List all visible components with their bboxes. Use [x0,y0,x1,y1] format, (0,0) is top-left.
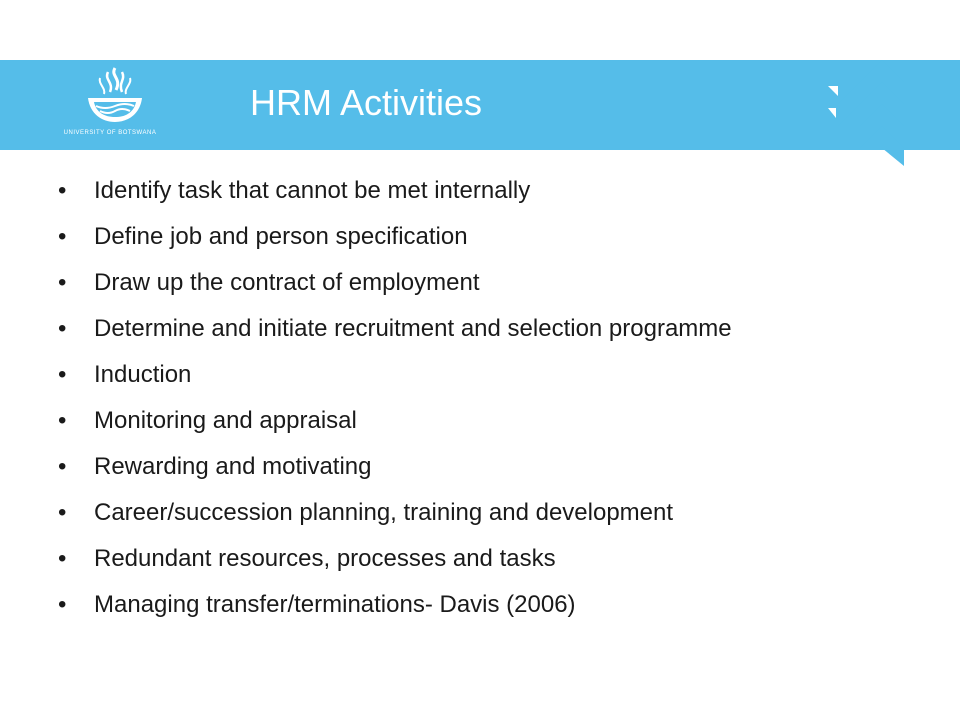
bullet-item: • Rewarding and motivating [58,452,918,482]
triangle-pattern-icon [824,58,906,168]
university-crest-icon [70,60,160,150]
bullet-item: • Identify task that cannot be met internally [58,176,918,206]
bullet-item: • Managing transfer/terminations- Davis (2006) [58,590,918,620]
bullet-item: • Determine and initiate recruitment and selection programme [58,314,918,344]
bullet-item: • Career/succession planning, training and development [58,498,918,528]
bullet-item: • Define job and person specification [58,222,918,252]
bullet-list [58,176,918,636]
bullet-item: • Redundant resources, processes and tasks [58,544,918,574]
slide-title: HRM Activities [250,82,483,123]
bullet-item: • Draw up the contract of employment [58,268,918,298]
logo-caption: UNIVERSITY OF BOTSWANA [63,130,157,136]
bullet-item: • Monitoring and appraisal [58,406,918,436]
bullet-item: • Induction [58,360,918,390]
